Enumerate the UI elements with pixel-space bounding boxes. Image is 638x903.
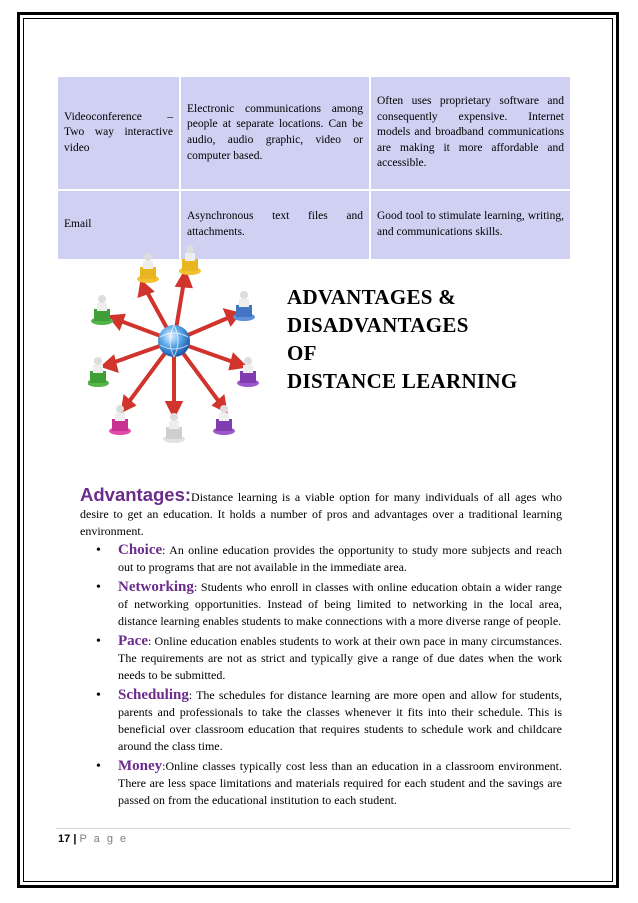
globe-icon: [158, 325, 190, 357]
point-term: Networking: [118, 579, 194, 595]
heading-line: OF: [287, 341, 317, 365]
table-row: [57, 76, 571, 190]
intro-text: Distance learning is a viable option for many individuals of all ages who desire to get an education. It holds a number of pros and advantages over a traditional learning environment.: [80, 490, 562, 538]
point-text: Online classes typically cost less than an education in a classroom environment. There are less space limitations and materials required for each student and the savings are passed on from the educational institution to each student.: [118, 759, 562, 807]
table-cell-medium: Email: [57, 190, 180, 260]
list-item: • Pace: Online education enables students to work at their own pace in many circumstances. The requirements are not as strict and typically give a range of due dates when the work needs to be submitted.: [118, 633, 562, 684]
list-item: • Money:Online classes typically cost less than an education in a classroom environment. There are less space limitations and materials required for each student and the savings are passed on from the educational institution to each student.: [118, 758, 562, 809]
list-item: • Choice: An online education provides the opportunity to study more subjects and reach out to programs that are not available in the immediate area.: [118, 542, 562, 576]
advantages-section: [80, 486, 562, 812]
page-number: 17: [58, 833, 71, 845]
table-cell-medium: Videoconference – Two way interactive video: [57, 76, 180, 190]
table-cell-notes: Good tool to stimulate learning, writing, and communications skills.: [370, 190, 571, 260]
point-term: Scheduling: [118, 687, 189, 703]
point-text: Online education enables students to work at their own pace in many circumstances. The requirements are not as strict and typically give a range of due dates when the work needs to be submitted.: [118, 634, 562, 682]
heading-line: DISTANCE LEARNING: [287, 369, 518, 393]
point-text: Students who enroll in classes with online education obtain a wider range of networking opportunities. Instead of being limited to networking in the local area, distance learning enables students to make connections with a more diverse range of people.: [118, 580, 562, 628]
list-item: • Networking: Students who enroll in classes with online education obtain a wider range of networking opportunities. Instead of being limited to networking in the local area, distance learning enables students to make connections with a more diverse range of people.: [118, 579, 562, 630]
page-label: P a g e: [79, 833, 129, 845]
footer-divider: [56, 828, 570, 829]
communication-media-table: [56, 75, 572, 261]
table-cell-description: Electronic communications among people at separate locations. Can be audio, audio graphic, video or computer based.: [180, 76, 370, 190]
advantages-title: Advantages:: [80, 484, 192, 505]
table-cell-description: Asynchronous text files and attachments.: [180, 190, 370, 260]
advantages-list: [80, 542, 562, 809]
heading-line: ADVANTAGES &: [287, 285, 457, 309]
point-term: Pace: [118, 633, 148, 649]
point-text: The schedules for distance learning are more open and allow for students, parents and professionals to take the classes whenever it fits into their schedule. This is beneficial over classroom education that requires students to schedule work and childcare around the class time.: [118, 688, 562, 753]
point-term: Money: [118, 758, 163, 774]
point-text: An online education provides the opportunity to study more subjects and reach out to programs that are not available in the immediate area.: [118, 543, 562, 574]
page-footer: [58, 833, 128, 845]
point-term: Choice: [118, 542, 163, 558]
footer-separator: |: [73, 833, 77, 845]
heading-line: DISADVANTAGES: [287, 313, 469, 337]
list-item: • Scheduling: The schedules for distance learning are more open and allow for students, parents and professionals to take the classes whenever it fits into their schedule. This is beneficial over classroom education that requires students to schedule work and childcare around the class time.: [118, 687, 562, 755]
section-heading: [287, 283, 518, 395]
table-cell-notes: Often uses proprietary software and consequently expensive. Internet models and broadband communications are making it more affordable and accessible.: [370, 76, 571, 190]
advantages-intro: [80, 486, 562, 540]
network-people-illustration: [88, 245, 260, 457]
